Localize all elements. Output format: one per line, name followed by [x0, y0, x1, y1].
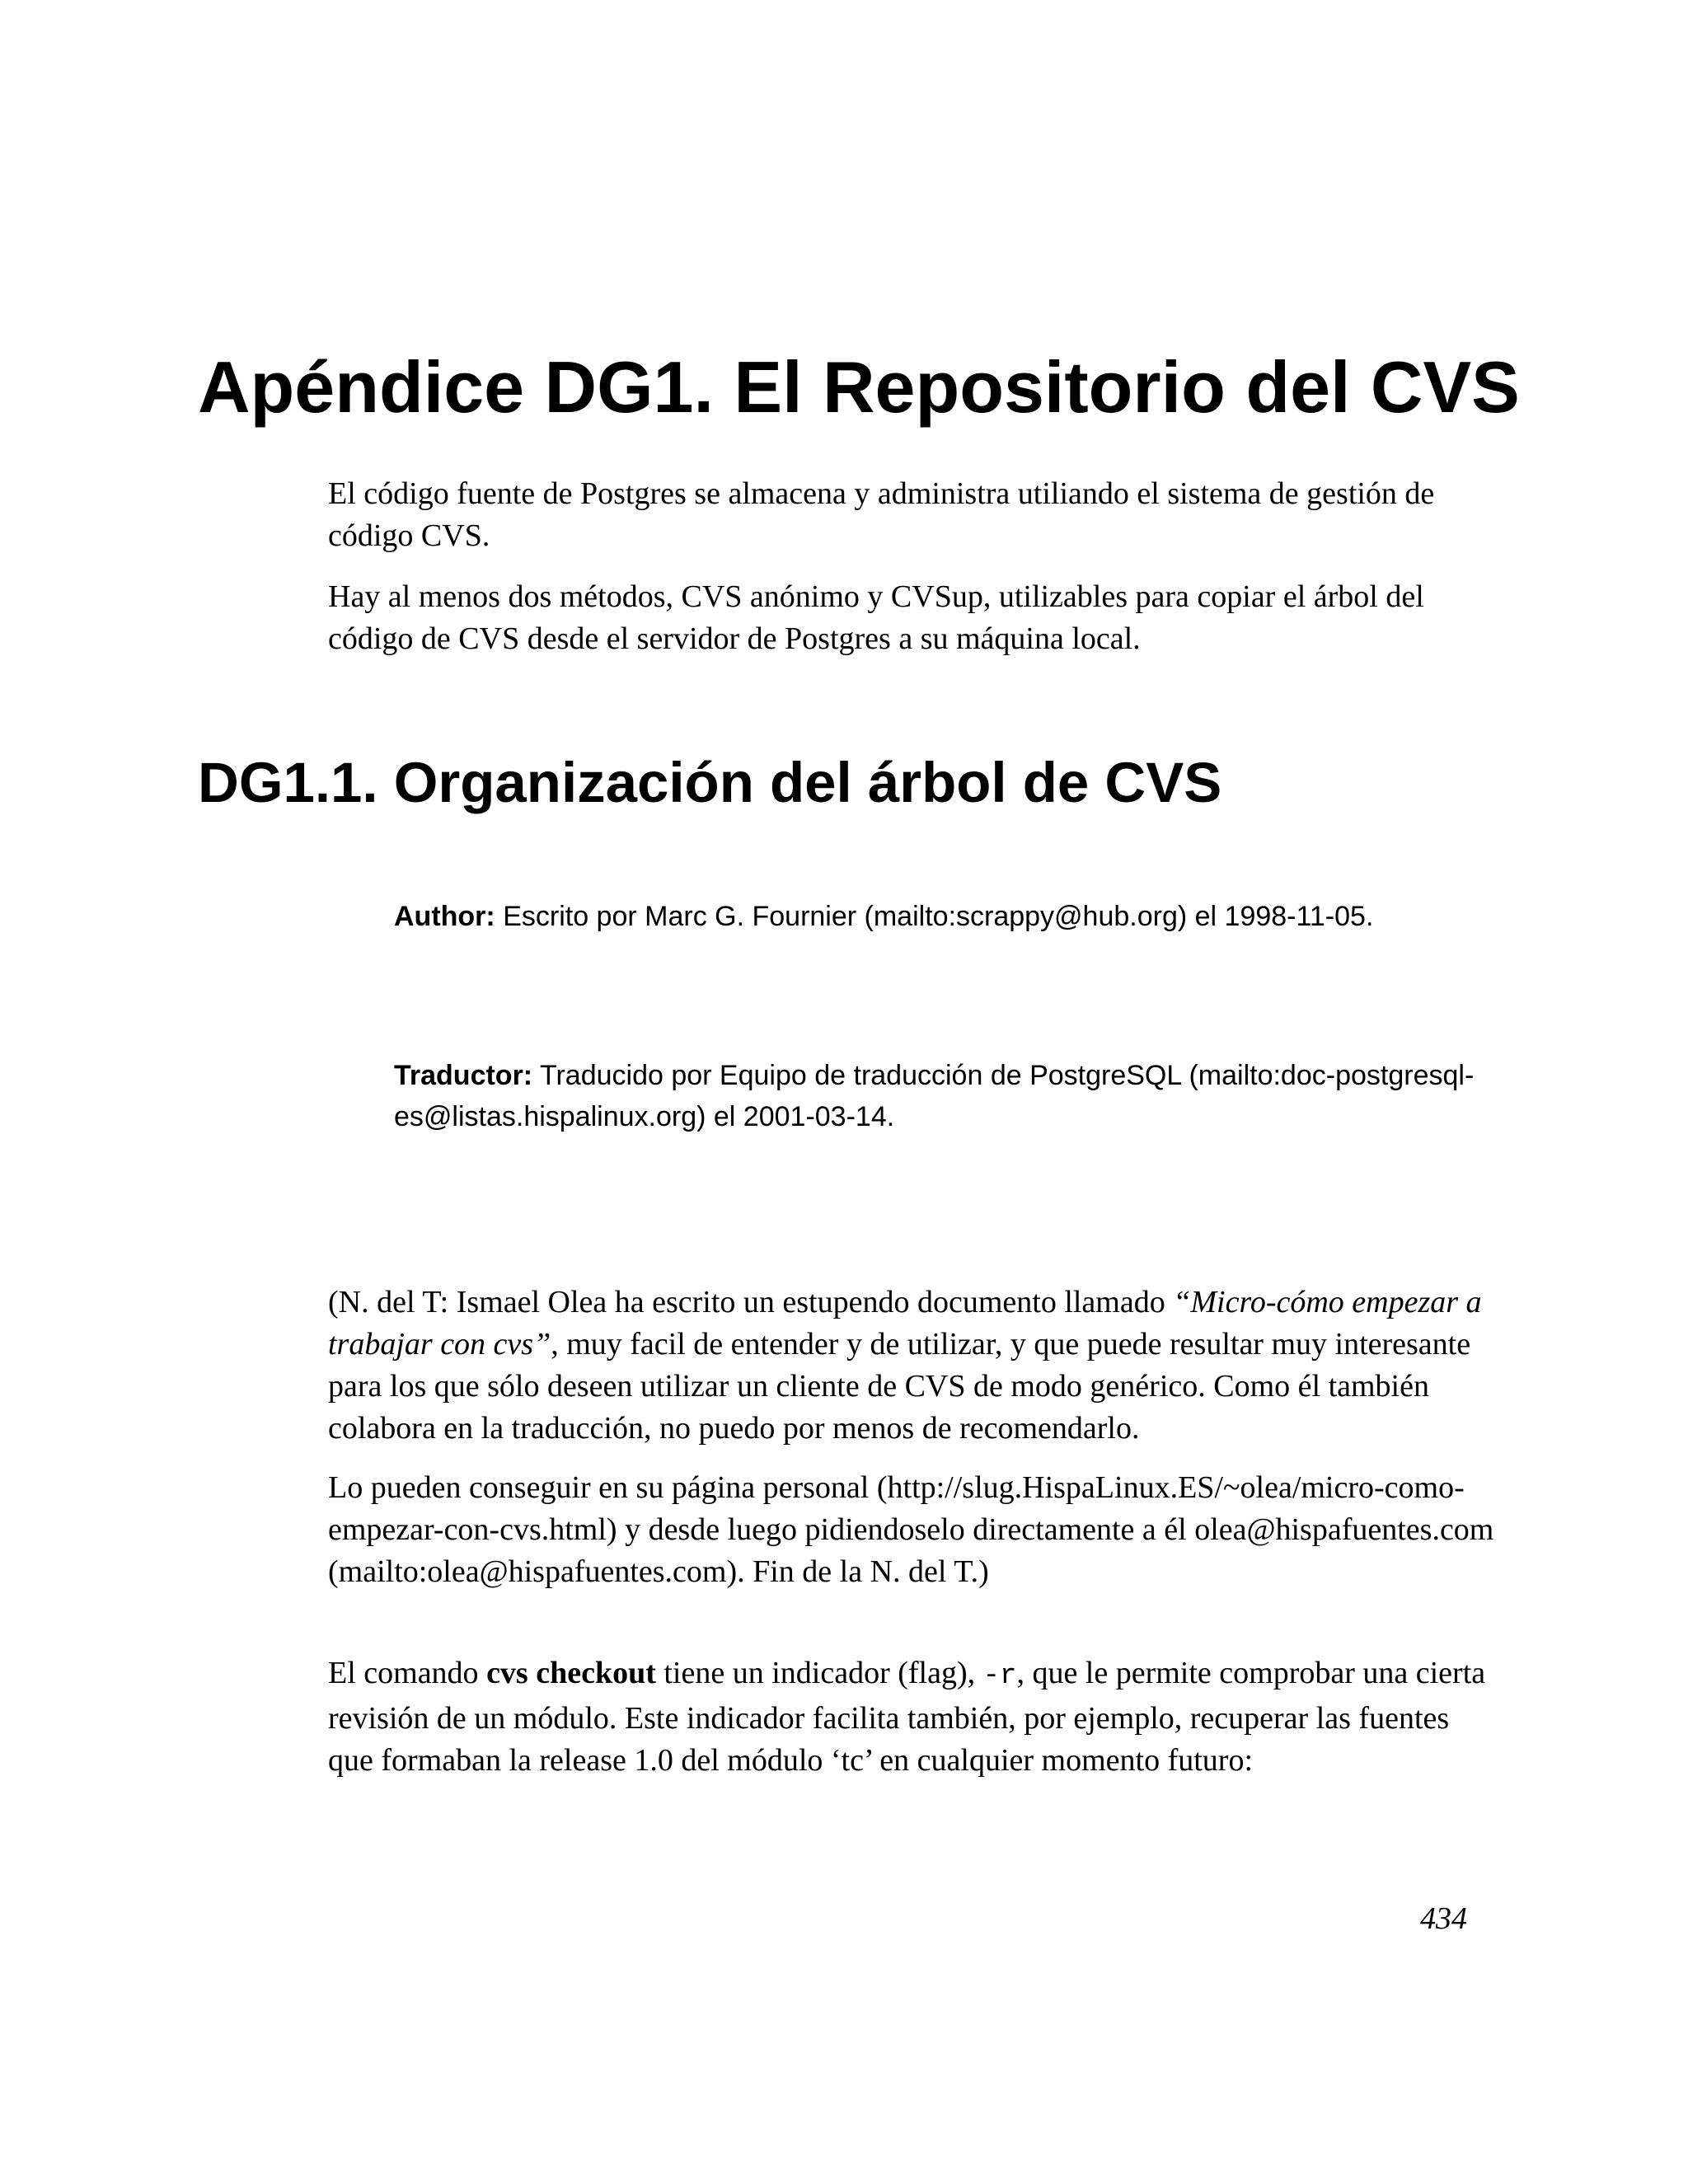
- intro-paragraph-2: Hay al menos dos métodos, CVS anónimo y CVSup, utilizables para copiar el árbol del código de CVS desde el servidor de Postgres a su máquina local.: [328, 579, 1424, 656]
- checkout-text-before: El comando: [328, 1656, 487, 1690]
- author-label: Author:: [394, 901, 495, 932]
- author-credit: [394, 896, 1482, 937]
- checkout-text-after: , que le permite comprobar una cierta revisión de un módulo. Este indicador facilita también, por ejemplo, recuperar las fuentes que formaban la release 1.0 del módulo ‘tc’ en cualquier momento futuro:: [328, 1656, 1486, 1778]
- checkout-text-middle: tiene un indicador (flag),: [655, 1656, 983, 1690]
- checkout-command: cvs checkout: [486, 1656, 656, 1690]
- translator-label: Traductor:: [394, 1060, 533, 1091]
- checkout-paragraph: [328, 1652, 1498, 1782]
- note-text-after: , muy facil de entender y de utilizar, y que puede resultar muy interesante para los que sólo deseen utilizar un cliente de CVS de modo genérico. Como él también colabora en la traducción, no puedo por menos de recomendarlo.: [328, 1327, 1471, 1446]
- translator-note-paragraph-2: Lo pueden conseguir en su página personal (http://slug.HispaLinux.ES/~olea/micro-como-empezar-con-cvs.html) y desde luego pidiendoselo directamente a él olea@hispafuentes.com (mailto:olea@hispafuentes.com). Fin de la N. del T.): [328, 1470, 1494, 1589]
- intro-paragraph-1: El código fuente de Postgres se almacena y administra utiliando el sistema de gestión de código CVS.: [328, 476, 1435, 553]
- translator-note-paragraph-1: [328, 1282, 1498, 1450]
- author-text: Escrito por Marc G. Fournier (mailto:scrappy@hub.org) el 1998-11-05.: [495, 901, 1374, 932]
- checkout-flag: -r: [982, 1661, 1017, 1692]
- note-document-title: “Micro-cómo empezar a trabajar con cvs”: [328, 1285, 1482, 1361]
- note-text-before: (N. del T: Ismael Olea ha escrito un estupendo documento llamado: [328, 1285, 1174, 1319]
- chapter-title: Apéndice DG1. El Repositorio del CVS: [198, 346, 1520, 428]
- section-title: DG1.1. Organización del árbol de CVS: [198, 751, 1222, 814]
- translator-credit: [394, 1055, 1482, 1137]
- translator-text: Traducido por Equipo de traducción de PostgreSQL (mailto:doc-postgresql-es@listas.hispalinux.org) el 2001-03-14.: [394, 1060, 1475, 1132]
- page-number: 434: [1420, 1901, 1467, 1936]
